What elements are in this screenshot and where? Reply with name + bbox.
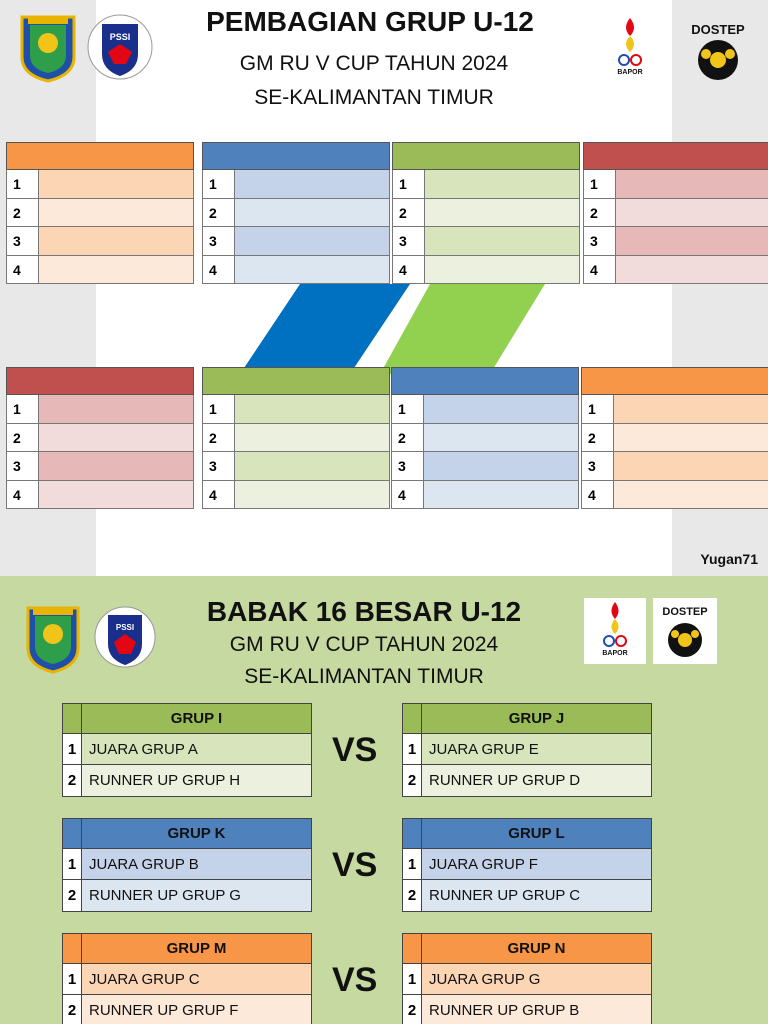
seed-number: 1 [63, 849, 82, 879]
team-slot [235, 424, 389, 452]
qualifier-label: JUARA GRUP C [82, 964, 311, 994]
team-slot [39, 256, 193, 284]
group-slot-row [392, 199, 580, 228]
slot-number: 4 [392, 481, 424, 509]
knockout-group-table [62, 818, 312, 912]
knockout-team-row [63, 964, 311, 995]
seed-number: 1 [63, 734, 82, 764]
team-slot [235, 452, 389, 480]
group-slot-row [581, 424, 768, 453]
team-slot [39, 227, 193, 255]
team-slot [235, 227, 389, 255]
knockout-group-table [402, 933, 652, 1024]
knockout-group-label: GRUP N [422, 934, 651, 963]
seed-number: 2 [403, 995, 422, 1024]
group-slot-row [583, 199, 768, 228]
knockout-group-table [62, 703, 312, 797]
slot-number: 1 [392, 395, 424, 423]
team-slot [616, 170, 768, 198]
slot-number: 2 [7, 199, 39, 227]
group-slot-row [391, 452, 579, 481]
knockout-team-row [63, 849, 311, 880]
team-slot [39, 452, 193, 480]
knockout-group-header [403, 934, 651, 964]
slot-number: 2 [393, 199, 425, 227]
team-slot [39, 481, 193, 509]
group-table-header [392, 142, 580, 170]
knockout-group-label: GRUP M [82, 934, 311, 963]
group-slot-row [202, 395, 390, 424]
knockout-group-table [402, 703, 652, 797]
group-slot-row [392, 256, 580, 285]
slot-number: 2 [584, 199, 616, 227]
team-slot [39, 199, 193, 227]
team-slot [614, 395, 768, 423]
page-region: SE-KALIMANTAN TIMUR [254, 86, 494, 109]
slot-number: 1 [7, 395, 39, 423]
group-slot-row [392, 227, 580, 256]
knockout-subtitle: GM RU V CUP TAHUN 2024 [229, 633, 499, 656]
watermark-graphic [240, 284, 560, 374]
header-corner [63, 819, 82, 848]
slot-number: 3 [7, 227, 39, 255]
group-slot-row [6, 424, 194, 453]
slot-number: 3 [392, 452, 424, 480]
group-slot-row [391, 424, 579, 453]
team-slot [425, 256, 579, 284]
knockout-group-label: GRUP K [82, 819, 311, 848]
group-slot-row [581, 481, 768, 510]
qualifier-label: JUARA GRUP A [82, 734, 311, 764]
team-slot [39, 170, 193, 198]
knockout-team-row [403, 849, 651, 880]
knockout-group-header [403, 704, 651, 734]
team-slot [424, 395, 578, 423]
slot-number: 1 [7, 170, 39, 198]
slot-number: 4 [582, 481, 614, 509]
team-slot [616, 199, 768, 227]
team-slot [39, 424, 193, 452]
slot-number: 3 [203, 452, 235, 480]
group-table-header [202, 142, 390, 170]
knockout-title: BABAK 16 BESAR U-12 [206, 596, 522, 627]
team-slot [424, 452, 578, 480]
qualifier-label: RUNNER UP GRUP F [82, 995, 311, 1024]
knockout-group-table [62, 933, 312, 1024]
seed-number: 2 [63, 995, 82, 1024]
group-table [392, 142, 580, 284]
group-slot-row [6, 227, 194, 256]
svg-text:DOSTEP: DOSTEP [691, 22, 745, 37]
team-slot [235, 481, 389, 509]
group-table-header [391, 367, 579, 395]
team-slot [616, 227, 768, 255]
group-slot-row [6, 170, 194, 199]
slot-number: 4 [7, 256, 39, 284]
team-slot [614, 452, 768, 480]
slot-number: 4 [393, 256, 425, 284]
svg-text:DOSTEP: DOSTEP [662, 606, 708, 618]
slot-number: 1 [584, 170, 616, 198]
credit-text: Yugan71 [700, 551, 758, 567]
group-slot-row [391, 481, 579, 510]
slot-number: 2 [392, 424, 424, 452]
slot-number: 3 [203, 227, 235, 255]
knockout-team-row [63, 880, 311, 911]
team-slot [424, 424, 578, 452]
svg-text:BAPOR: BAPOR [617, 69, 643, 76]
qualifier-label: RUNNER UP GRUP B [422, 995, 651, 1024]
knockout-team-row [63, 995, 311, 1024]
group-slot-row [6, 395, 194, 424]
group-slot-row [583, 170, 768, 199]
slot-number: 4 [584, 256, 616, 284]
header-corner [63, 934, 82, 963]
knockout-team-row [63, 765, 311, 796]
header-corner [63, 704, 82, 733]
group-table-header [581, 367, 768, 395]
slot-number: 1 [203, 395, 235, 423]
team-slot [425, 199, 579, 227]
group-slot-row [581, 395, 768, 424]
slot-number: 2 [203, 424, 235, 452]
slot-number: 4 [203, 481, 235, 509]
qualifier-label: RUNNER UP GRUP G [82, 880, 311, 911]
seed-number: 1 [403, 734, 422, 764]
team-slot [616, 256, 768, 284]
team-slot [235, 199, 389, 227]
group-table [202, 142, 390, 284]
versus-label: VS [332, 961, 378, 999]
group-slot-row [202, 170, 390, 199]
group-table [202, 367, 390, 509]
knockout-group-label: GRUP I [82, 704, 311, 733]
knockout-team-row [403, 995, 651, 1024]
header-corner [403, 819, 422, 848]
header-corner [403, 704, 422, 733]
svg-text:PSSI: PSSI [115, 623, 135, 632]
group-table [391, 367, 579, 509]
versus-label: VS [332, 731, 378, 769]
knockout-group-label: GRUP J [422, 704, 651, 733]
slot-number: 3 [7, 452, 39, 480]
group-slot-row [6, 452, 194, 481]
team-slot [235, 170, 389, 198]
knockout-team-row [403, 734, 651, 765]
slot-number: 4 [203, 256, 235, 284]
group-slot-row [6, 256, 194, 285]
group-table [583, 142, 768, 284]
qualifier-label: JUARA GRUP E [422, 734, 651, 764]
group-table-header [202, 367, 390, 395]
qualifier-label: JUARA GRUP B [82, 849, 311, 879]
team-slot [425, 227, 579, 255]
knockout-group-header [403, 819, 651, 849]
team-slot [614, 481, 768, 509]
slot-number: 2 [582, 424, 614, 452]
group-slot-row [202, 424, 390, 453]
versus-label: VS [332, 846, 378, 884]
qualifier-label: JUARA GRUP G [422, 964, 651, 994]
slot-number: 2 [7, 424, 39, 452]
slot-number: 4 [7, 481, 39, 509]
knockout-region: SE-KALIMANTAN TIMUR [244, 665, 484, 688]
team-slot [424, 481, 578, 509]
knockout-team-row [63, 734, 311, 765]
group-slot-row [202, 227, 390, 256]
slot-number: 3 [584, 227, 616, 255]
seed-number: 2 [63, 765, 82, 796]
slot-number: 3 [393, 227, 425, 255]
knockout-team-row [403, 964, 651, 995]
group-table-header [6, 142, 194, 170]
group-table-header [6, 367, 194, 395]
slot-number: 3 [582, 452, 614, 480]
seed-number: 2 [403, 880, 422, 911]
group-slot-row [6, 199, 194, 228]
slot-number: 1 [203, 170, 235, 198]
qualifier-label: RUNNER UP GRUP C [422, 880, 651, 911]
group-slot-row [6, 481, 194, 510]
team-slot [39, 395, 193, 423]
knockout-group-label: GRUP L [422, 819, 651, 848]
team-slot [425, 170, 579, 198]
group-table-header [583, 142, 768, 170]
svg-text:PSSI: PSSI [109, 32, 131, 42]
seed-number: 1 [403, 964, 422, 994]
team-slot [235, 395, 389, 423]
page-title: PEMBAGIAN GRUP U-12 [206, 6, 534, 37]
group-table [6, 142, 194, 284]
group-slot-row [392, 170, 580, 199]
page-subtitle: GM RU V CUP TAHUN 2024 [239, 52, 509, 75]
seed-number: 1 [63, 964, 82, 994]
knockout-group-header [63, 819, 311, 849]
qualifier-label: RUNNER UP GRUP D [422, 765, 651, 796]
seed-number: 2 [63, 880, 82, 911]
team-slot [614, 424, 768, 452]
knockout-group-table [402, 818, 652, 912]
group-slot-row [583, 256, 768, 285]
qualifier-label: RUNNER UP GRUP H [82, 765, 311, 796]
qualifier-label: JUARA GRUP F [422, 849, 651, 879]
group-slot-row [581, 452, 768, 481]
group-slot-row [583, 227, 768, 256]
group-slot-row [202, 256, 390, 285]
group-table [581, 367, 768, 509]
knockout-team-row [403, 765, 651, 796]
group-slot-row [202, 481, 390, 510]
group-table [6, 367, 194, 509]
slot-number: 1 [582, 395, 614, 423]
group-slot-row [202, 199, 390, 228]
knockout-group-header [63, 704, 311, 734]
team-slot [235, 256, 389, 284]
knockout-group-header [63, 934, 311, 964]
group-slot-row [391, 395, 579, 424]
slot-number: 1 [393, 170, 425, 198]
group-slot-row [202, 452, 390, 481]
header-corner [403, 934, 422, 963]
seed-number: 2 [403, 765, 422, 796]
slot-number: 2 [203, 199, 235, 227]
knockout-team-row [403, 880, 651, 911]
seed-number: 1 [403, 849, 422, 879]
svg-text:BAPOR: BAPOR [602, 650, 628, 657]
